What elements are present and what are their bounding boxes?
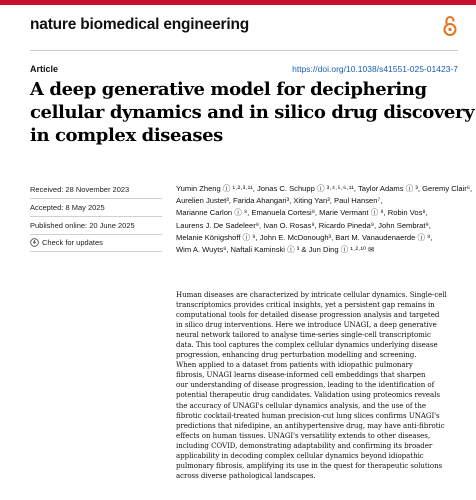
abstract-line: fibrotic cocktail-treated human precision-cut lung slices confirms UNAGI's xyxy=(176,410,440,420)
title-line: in complex diseases xyxy=(30,125,223,146)
abstract-line: the accuracy of UNAGI's cellular dynamics analysis, and the use of the xyxy=(176,400,426,410)
abstract-line: fibrosis, UNAGI learns disease-informed cell embeddings that sharpen xyxy=(176,370,426,380)
author-line: Yumin Zheng ⓘ ¹·²·³·¹¹, Jonas C. Schupp ⓘ ³·⁴·⁵·⁶·¹¹, Taylor Adams ⓘ ³, Geremy Clair⁶, xyxy=(176,184,473,193)
received-date: Received: 28 November 2023 xyxy=(30,185,130,194)
abstract-line: computational tools for detailed disease progression analysis and targeted xyxy=(176,310,440,320)
title-line: A deep generative model for deciphering xyxy=(30,79,427,100)
abstract-line: pulmonary fibrosis, amplifying its use in the quest for therapeutic solutions xyxy=(176,460,443,470)
abstract-line: predictions that nifedipine, an antihypertensive drug, may have anti-fibrotic xyxy=(176,420,445,430)
author-line: Laurens J. De Sadeleer⁸, Ivan O. Rosas⁹, Ricardo Pineda⁹, John Sembrat⁹, xyxy=(176,220,431,230)
check-for-updates-button[interactable] xyxy=(30,238,160,247)
abstract-line: data. This tool captures the complex cellular dynamics underlying disease xyxy=(176,340,438,350)
abstract xyxy=(176,290,466,481)
abstract-line: neural network tailored to analyse time-series single-cell transcriptomic xyxy=(176,330,431,340)
meta-divider xyxy=(30,198,162,199)
article-type: Article xyxy=(30,64,59,74)
journal-name[interactable]: nature biomedical engineering xyxy=(30,16,249,33)
abstract-line: progression, enhancing drug perturbation modelling and screening. xyxy=(176,350,417,360)
abstract-line: Human diseases are characterized by intricate cellular dynamics. Single-cell xyxy=(176,290,447,299)
accepted-date: Accepted: 8 May 2025 xyxy=(30,203,105,212)
header-divider xyxy=(30,50,458,51)
title-line: cellular dynamics and in silico drug discovery xyxy=(30,102,475,123)
abstract-line: When applied to a dataset from patients with idiopathic pulmonary xyxy=(176,360,413,370)
abstract-line: our understanding of disease progression, leading to the identification of xyxy=(176,380,435,390)
abstract-line: effects on human tissues. UNAGI's versatility extends to other diseases, xyxy=(176,430,431,440)
open-access-lock-icon xyxy=(443,15,457,37)
published-date: Published online: 20 June 2025 xyxy=(30,221,135,230)
meta-divider xyxy=(30,234,162,235)
journal-accent-bar xyxy=(0,0,476,5)
abstract-line: including COVID, demonstrating adaptability and confirming its broader xyxy=(176,440,433,450)
abstract-line: applicability in decoding complex cellular dynamics beyond idiopathic xyxy=(176,450,424,460)
author-line: Wim A. Wuyts⁸, Naftali Kaminski ⓘ ³ & Jun Ding ⓘ ¹·²·¹⁰ ✉ xyxy=(176,245,375,255)
abstract-line: across diverse pathological landscapes. xyxy=(176,470,316,480)
author-line: Marianne Carlon ⓘ ⁸, Emanuela Cortesi⁸, Marie Vermant ⓘ ⁸, Robin Vos⁸, xyxy=(176,208,428,218)
doi-link[interactable]: https://doi.org/10.1038/s41551-025-01423-7 xyxy=(292,64,458,74)
author-line: Aurelien Justet³, Farida Ahangari³, Xiting Yan³, Paul Hansen⁷, xyxy=(176,196,383,206)
check-for-updates-icon xyxy=(30,238,39,247)
meta-divider xyxy=(30,251,162,252)
abstract-line: in silico drug interventions. Here we introduce UNAGI, a deep generative xyxy=(176,320,437,330)
meta-divider xyxy=(30,216,162,217)
author-line: Melanie Königshoff ⓘ ⁹, John E. McDonough³, Bart M. Vanaudenaerde ⓘ ⁸, xyxy=(176,232,433,242)
author-list xyxy=(176,183,473,256)
abstract-line: potential therapeutic drug candidates. Validation using proteomics reveals xyxy=(176,390,440,400)
check-for-updates-label: Check for updates xyxy=(42,238,103,247)
abstract-line: transcriptomics provides critical insights, yet a persistent gap remains in xyxy=(176,300,435,310)
article-title xyxy=(30,78,475,147)
